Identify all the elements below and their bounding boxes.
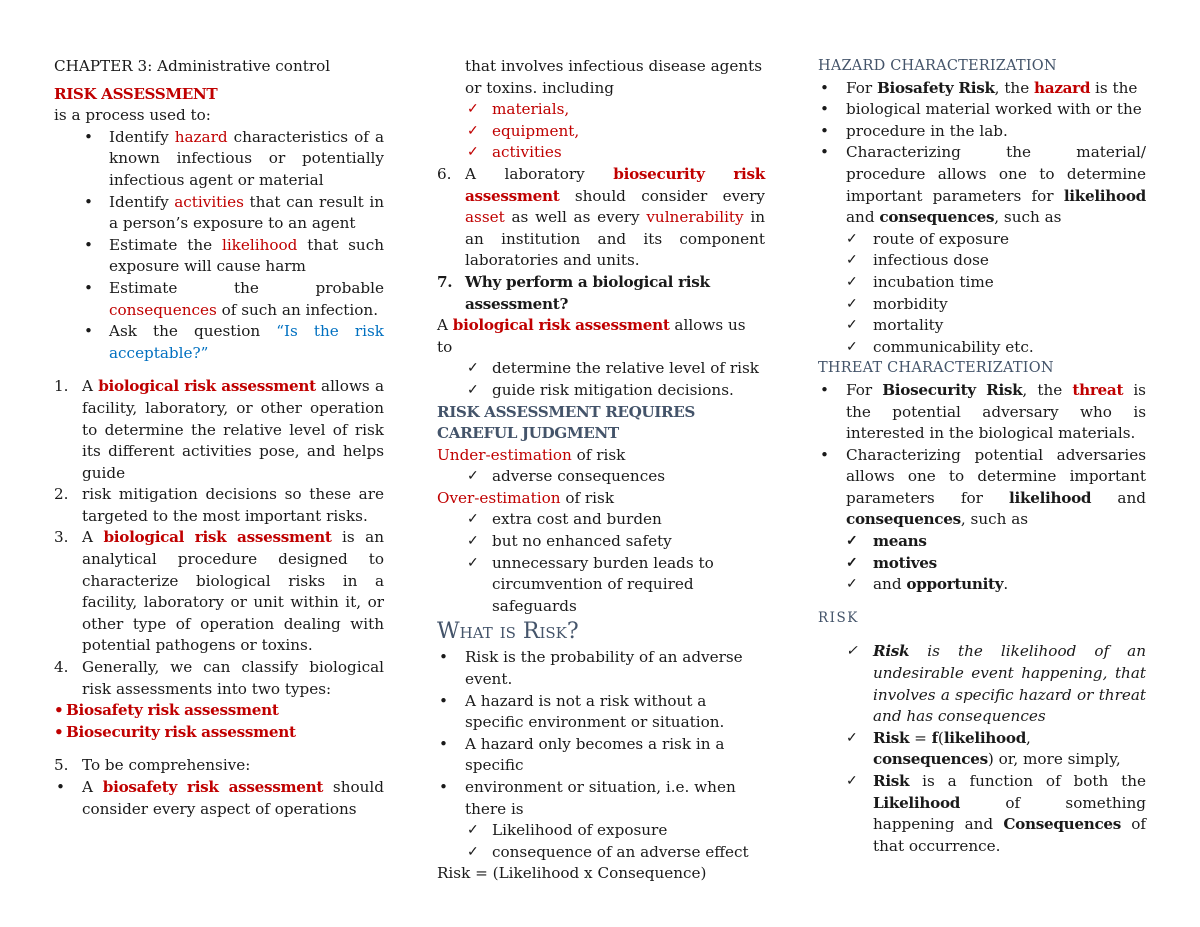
list-item: • A biosafety risk assessment should consider every aspect of operations (54, 777, 384, 820)
numbered-item: 4. Generally, we can classify biological risk assessments into two types: (54, 658, 384, 698)
list-item: • biological material worked with or the (818, 99, 1146, 121)
list-item: • For Biosecurity Risk, the threat is the potential adversary who is interested in the biological materials. (818, 380, 1146, 445)
list-item: • Characterizing the material/ procedure allows one to determine important parameters for likelihood and consequences, such as (818, 142, 1146, 228)
risk-formula: Risk = (Likelihood x Consequence) (437, 864, 707, 883)
numbered-item: 3. A biological risk assessment is an analytical procedure designed to characterize biological risks in a facility, laboratory or unit within it, or other type of operation dealing with potential pathogens or toxins. (54, 528, 384, 655)
assessment-type-biosecurity: • Biosecurity risk assessment (54, 722, 384, 744)
check-item: ✓ means (818, 531, 1146, 553)
check-item: ✓ route of exposure (818, 229, 1146, 251)
hazard-characterization-heading: HAZARD CHARACTERIZATION (818, 58, 1057, 74)
check-item: ✓ guide risk mitigation decisions. (437, 380, 765, 402)
list-item: • Characterizing potential adversaries allows one to determine important parameters for likelihood and consequences, such as (818, 445, 1146, 531)
numbered-item: 1. A biological risk assessment allows a facility, laboratory, or other operation to determine the relative level of risk its different activities pose, and helps guide (54, 377, 385, 482)
over-estimation: Over-estimation of risk (437, 488, 615, 507)
list-item: • environment or situation, i.e. when there is (437, 777, 765, 820)
list-item: • Identify hazard characteristics of a known infectious or potentially infectious agent or material (54, 127, 384, 192)
numbered-item: 7. Why perform a biological risk assessment? (437, 272, 710, 313)
chapter-title: CHAPTER 3: Administrative control (54, 57, 331, 75)
what-is-risk-heading: What is Risk? (437, 619, 579, 645)
check-item: ✓ adverse consequences (437, 466, 765, 488)
list-item: • A hazard is not a risk without a specific environment or situation. (437, 691, 765, 734)
numbered-item: 5. To be comprehensive: (54, 756, 251, 775)
list-item: • Risk is the probability of an adverse event. (437, 647, 765, 690)
risk-heading: RISK (818, 609, 859, 626)
check-item: ✓ and opportunity. (818, 574, 1146, 596)
check-item: ✓ morbidity (818, 294, 1146, 316)
list-item: • A hazard only becomes a risk in a specific (437, 734, 765, 777)
check-item: ✓ Risk is the likelihood of an undesirable event happening, that involves a specific hazard or threat and has consequences (818, 641, 1146, 727)
list-item: • procedure in the lab. (818, 121, 1146, 143)
check-item: ✓ mortality (818, 315, 1146, 337)
check-item: ✓ unnecessary burden leads to circumvention of required safeguards (437, 553, 765, 618)
check-item: ✓ but no enhanced safety (437, 531, 765, 553)
under-estimation: Under-estimation of risk (437, 445, 626, 464)
check-item: ✓ extra cost and burden (437, 509, 765, 531)
list-item: • Ask the question “Is the risk acceptable?” (54, 321, 384, 364)
assessment-type-biosafety: • Biosafety risk assessment (54, 700, 384, 722)
risk-assessment-heading: RISK ASSESSMENT (54, 84, 218, 103)
check-item: ✓ Risk is a function of both the Likelihood of something happening and Consequences of that occurrence. (818, 771, 1146, 857)
judgment-heading: RISK ASSESSMENT REQUIRES CAREFUL JUDGMENT (437, 402, 695, 443)
list-item: • Estimate the probable consequences of such an infection. (54, 278, 384, 321)
continued-text: that involves infectious disease agents or toxins. including (465, 57, 763, 97)
column-left (54, 56, 384, 820)
check-item: ✓ activities (437, 142, 765, 164)
list-item: • For Biosafety Risk, the hazard is the (818, 78, 1146, 100)
column-middle (437, 56, 765, 885)
check-item: ✓ communicability etc. (818, 337, 1146, 359)
check-item: ✓ equipment, (437, 121, 765, 143)
check-item: ✓ motives (818, 553, 1146, 575)
column-right (818, 56, 1146, 857)
check-item: ✓ infectious dose (818, 250, 1146, 272)
list-item: • Identify activities that can result in a person’s exposure to an agent (54, 192, 384, 235)
check-item: ✓ materials, (437, 99, 765, 121)
check-item: ✓ incubation time (818, 272, 1146, 294)
list-item: • Estimate the likelihood that such exposure will cause harm (54, 235, 384, 278)
threat-characterization-heading: THREAT CHARACTERIZATION (818, 360, 1054, 377)
check-item: ✓ consequence of an adverse effect (437, 842, 765, 864)
numbered-item: 6. A laboratory biosecurity risk assessment should consider every asset as well as every vulnerability in an institution and its component laboratories and units. (437, 164, 766, 270)
intro-text: is a process used to: (54, 106, 211, 125)
numbered-item: 2. risk mitigation decisions so these are targeted to the most important risks. (54, 485, 384, 525)
check-item: ✓ determine the relative level of risk (437, 358, 765, 380)
check-item: ✓ Risk = f(likelihood, consequences) or, more simply, (818, 728, 1146, 771)
check-item: ✓ Likelihood of exposure (437, 820, 765, 842)
allows-text: A biological risk assessment allows us to (437, 316, 746, 356)
